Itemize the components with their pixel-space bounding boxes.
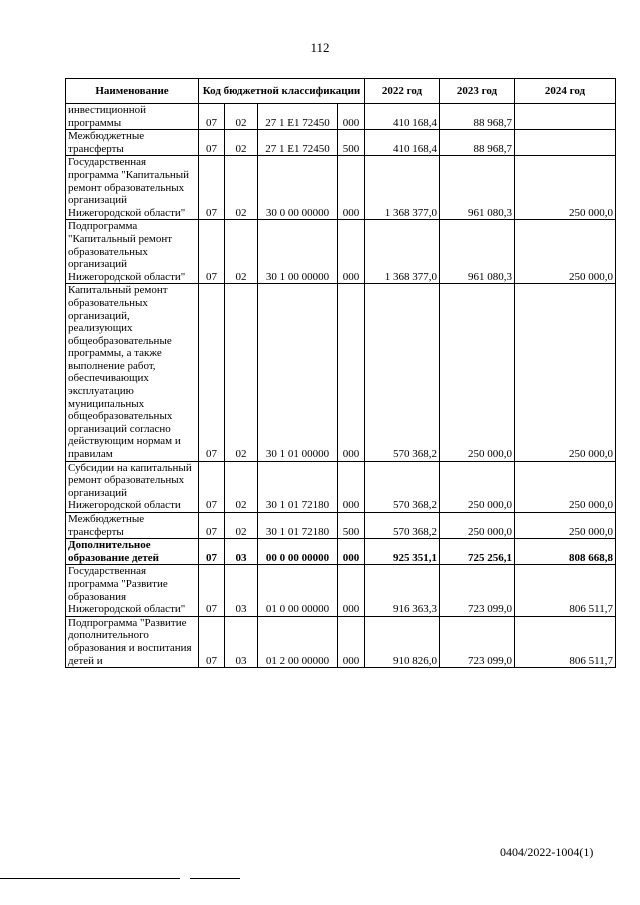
row-2024: 250 000,0 (515, 513, 616, 539)
row-2024: 250 000,0 (515, 156, 616, 220)
row-2024: 250 000,0 (515, 461, 616, 512)
row-2024: 250 000,0 (515, 284, 616, 461)
row-2022: 916 363,3 (365, 565, 440, 616)
table-row (66, 461, 616, 512)
row-target-article: 27 1 E1 72450 (258, 130, 338, 156)
row-2023: 961 080,3 (440, 220, 515, 284)
row-2024: 250 000,0 (515, 220, 616, 284)
header-2023: 2023 год (440, 79, 515, 104)
budget-table (65, 78, 616, 668)
table-row (66, 565, 616, 616)
row-2024 (515, 130, 616, 156)
table-row (66, 156, 616, 220)
row-2023: 723 099,0 (440, 565, 515, 616)
header-budget-code: Код бюджетной классификации (199, 79, 365, 104)
footer-line-left (0, 878, 180, 879)
row-expense-type: 000 (338, 565, 365, 616)
row-expense-type: 000 (338, 220, 365, 284)
row-target-article: 00 0 00 00000 (258, 539, 338, 565)
row-name: Субсидии на капитальный ремонт образовательных организаций Нижегородской области (66, 461, 199, 512)
row-name: Подпрограмма "Развитие дополнительного образования и воспитания детей и (66, 616, 199, 667)
row-2024 (515, 104, 616, 130)
document-code: 0404/2022-1004(1) (500, 845, 594, 859)
row-2022: 570 368,2 (365, 284, 440, 461)
row-subsection: 02 (225, 220, 258, 284)
row-section: 07 (199, 156, 225, 220)
row-2024: 806 511,7 (515, 616, 616, 667)
row-2024: 808 668,8 (515, 539, 616, 565)
row-target-article: 30 1 01 00000 (258, 284, 338, 461)
header-2022: 2022 год (365, 79, 440, 104)
row-2022: 910 826,0 (365, 616, 440, 667)
row-subsection: 03 (225, 539, 258, 565)
table-row (66, 513, 616, 539)
table-row (66, 130, 616, 156)
row-target-article: 01 2 00 00000 (258, 616, 338, 667)
row-target-article: 30 1 00 00000 (258, 220, 338, 284)
table-row (66, 539, 616, 565)
row-section: 07 (199, 616, 225, 667)
page-number: 112 (310, 40, 330, 55)
table-row (66, 220, 616, 284)
row-2023: 88 968,7 (440, 104, 515, 130)
row-subsection: 02 (225, 130, 258, 156)
row-expense-type: 000 (338, 539, 365, 565)
row-subsection: 02 (225, 513, 258, 539)
row-subsection: 02 (225, 284, 258, 461)
row-expense-type: 000 (338, 156, 365, 220)
row-2022: 925 351,1 (365, 539, 440, 565)
table-row (66, 104, 616, 130)
row-section: 07 (199, 565, 225, 616)
row-2022: 410 168,4 (365, 104, 440, 130)
row-subsection: 02 (225, 156, 258, 220)
header-name: Наименование (66, 79, 199, 104)
row-2022: 570 368,2 (365, 461, 440, 512)
header-2024: 2024 год (515, 79, 616, 104)
row-target-article: 30 1 01 72180 (258, 513, 338, 539)
row-expense-type: 000 (338, 284, 365, 461)
row-2023: 250 000,0 (440, 461, 515, 512)
row-target-article: 30 0 00 00000 (258, 156, 338, 220)
row-2023: 88 968,7 (440, 130, 515, 156)
row-target-article: 30 1 01 72180 (258, 461, 338, 512)
row-name: Капитальный ремонт образовательных организаций, реализующих общеобразовательные программы, а также выполнение работ, обеспечивающих эксплуатацию муниципальных общеобразовательных организаций согласно действующим нормам и правилам (66, 284, 199, 461)
row-2023: 250 000,0 (440, 284, 515, 461)
row-name: Межбюджетные трансферты (66, 130, 199, 156)
row-expense-type: 500 (338, 130, 365, 156)
row-2023: 725 256,1 (440, 539, 515, 565)
row-2024: 806 511,7 (515, 565, 616, 616)
footer-line-right (190, 878, 240, 879)
row-2023: 250 000,0 (440, 513, 515, 539)
row-name: Дополнительное образование детей (66, 539, 199, 565)
row-section: 07 (199, 284, 225, 461)
table-row (66, 284, 616, 461)
row-subsection: 03 (225, 565, 258, 616)
row-expense-type: 500 (338, 513, 365, 539)
row-expense-type: 000 (338, 461, 365, 512)
row-2022: 570 368,2 (365, 513, 440, 539)
table-row (66, 616, 616, 667)
row-name: Государственная программа "Развитие образования Нижегородской области" (66, 565, 199, 616)
row-name: Межбюджетные трансферты (66, 513, 199, 539)
row-2022: 1 368 377,0 (365, 156, 440, 220)
row-name: инвестиционной программы (66, 104, 199, 130)
row-2022: 410 168,4 (365, 130, 440, 156)
row-section: 07 (199, 513, 225, 539)
row-subsection: 03 (225, 616, 258, 667)
row-target-article: 27 1 E1 72450 (258, 104, 338, 130)
row-2023: 961 080,3 (440, 156, 515, 220)
row-subsection: 02 (225, 461, 258, 512)
row-section: 07 (199, 220, 225, 284)
row-name: Государственная программа "Капитальный ремонт образовательных организаций Нижегородской области" (66, 156, 199, 220)
row-section: 07 (199, 539, 225, 565)
table-header-row (66, 79, 616, 104)
row-subsection: 02 (225, 104, 258, 130)
row-name: Подпрограмма "Капитальный ремонт образовательных организаций Нижегородской области" (66, 220, 199, 284)
row-target-article: 01 0 00 00000 (258, 565, 338, 616)
row-expense-type: 000 (338, 104, 365, 130)
row-section: 07 (199, 461, 225, 512)
row-2023: 723 099,0 (440, 616, 515, 667)
row-expense-type: 000 (338, 616, 365, 667)
row-section: 07 (199, 130, 225, 156)
row-2022: 1 368 377,0 (365, 220, 440, 284)
row-section: 07 (199, 104, 225, 130)
